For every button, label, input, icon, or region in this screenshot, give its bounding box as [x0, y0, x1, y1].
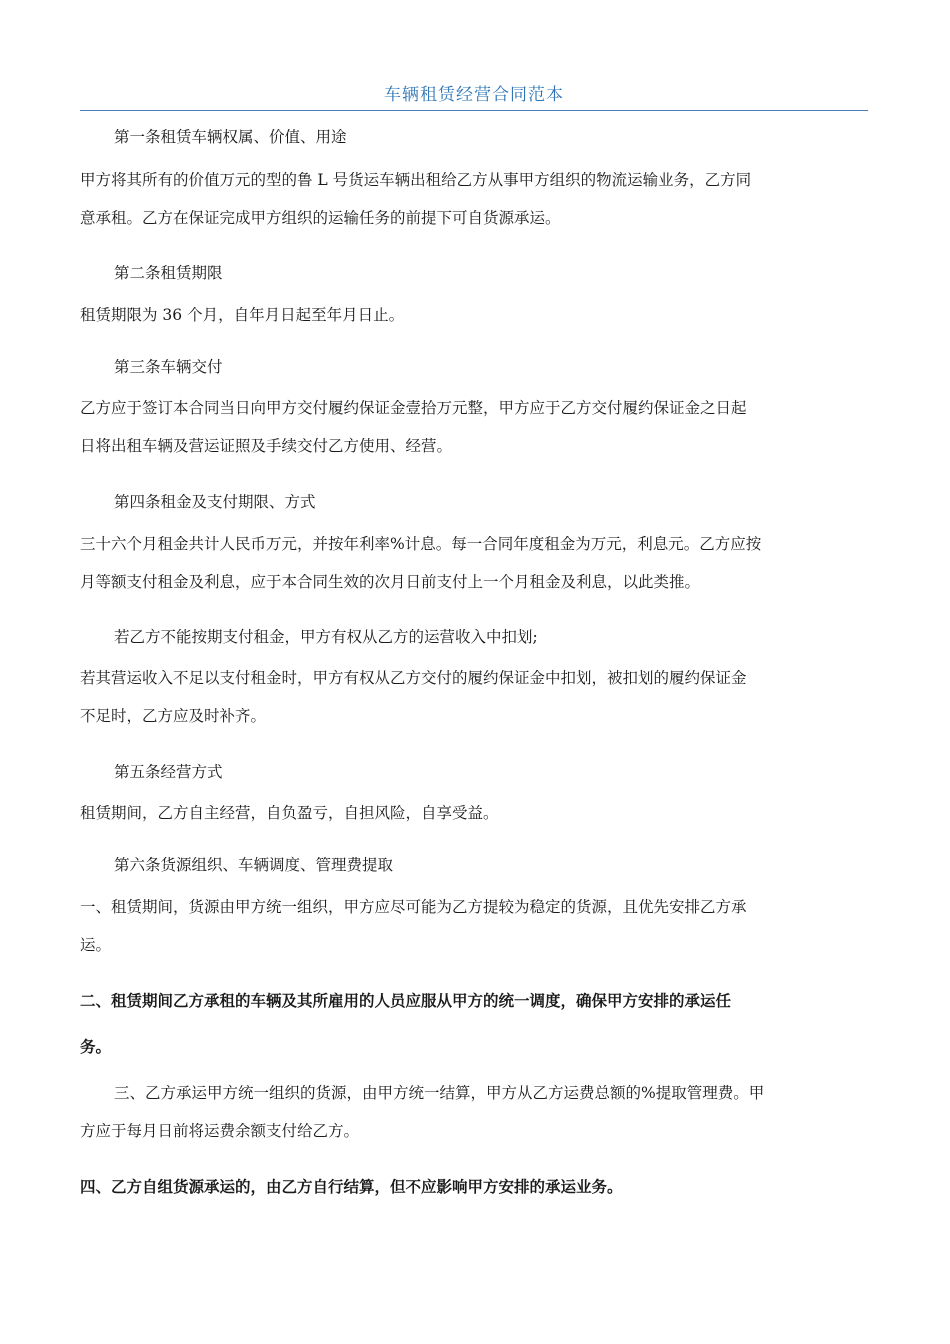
article-1-heading: 第一条租赁车辆权属、价值、用途: [114, 128, 347, 146]
text-line: 三十六个月租金共计人民币万元，并按年利率%计息。每一合同年度租金为万元，利息元。乙方应按: [80, 535, 762, 553]
text-line: 不足时，乙方应及时补齐。: [80, 707, 267, 725]
article-4-clause-cont: [80, 659, 870, 735]
text-line: 若其营运收入不足以支付租金时，甲方有权从乙方交付的履约保证金中扣划，被扣划的履约保证金: [80, 669, 747, 687]
page-header: [80, 80, 868, 111]
document-title: 车辆租赁经营合同范本: [384, 85, 564, 105]
article-5-body: 租赁期间，乙方自主经营，自负盈亏，自担风险，自享受益。: [80, 804, 499, 822]
article-4-clause: 若乙方不能按期支付租金，甲方有权从乙方的运营收入中扣划;: [114, 628, 538, 646]
text-line: 乙方应于签订本合同当日向甲方交付履约保证金壹拾万元整，甲方应于乙方交付履约保证金之日起: [80, 399, 747, 417]
text-line: 二、租赁期间乙方承租的车辆及其所雇用的人员应服从甲方的统一调度，确保甲方安排的承运任: [80, 991, 732, 1010]
article-4-heading: 第四条租金及支付期限、方式: [114, 493, 316, 511]
article-1-body: [80, 161, 870, 237]
text-line: 甲方将其所有的价值万元的型的鲁 L 号货运车辆出租给乙方从事甲方组织的物流运输业务，乙方同: [80, 171, 752, 189]
article-3-heading: 第三条车辆交付: [114, 358, 223, 376]
text-line: 三、乙方承运甲方统一组织的货源，由甲方统一结算，甲方从乙方运费总额的%提取管理费。甲: [114, 1084, 765, 1102]
article-6-clause-2: [80, 978, 870, 1070]
article-5-heading: 第五条经营方式: [114, 763, 223, 781]
text-line: 日将出租车辆及营运证照及手续交付乙方使用、经营。: [80, 437, 453, 455]
text-line: 一、租赁期间，货源由甲方统一组织，甲方应尽可能为乙方提较为稳定的货源，且优先安排乙方承: [80, 898, 747, 916]
text-line: 务。: [80, 1037, 112, 1056]
article-6-clause-4: 四、乙方自组货源承运的，由乙方自行结算，但不应影响甲方安排的承运业务。: [80, 1177, 623, 1196]
article-2-body: 租赁期限为 36 个月，自年月日起至年月日止。: [80, 306, 405, 324]
text-line: 运。: [80, 936, 112, 954]
article-3-body: [80, 389, 870, 465]
text-line: 月等额支付租金及利息，应于本合同生效的次月日前支付上一个月租金及利息，以此类推。: [80, 573, 701, 591]
article-4-body: [80, 525, 870, 601]
article-2-heading: 第二条租赁期限: [114, 264, 223, 282]
article-6-clause-3: [80, 1074, 870, 1150]
text-line: 意承租。乙方在保证完成甲方组织的运输任务的前提下可自货源承运。: [80, 209, 561, 227]
article-6-heading: 第六条货源组织、车辆调度、管理费提取: [114, 856, 394, 874]
text-line: 方应于每月日前将运费余额支付给乙方。: [80, 1122, 360, 1140]
article-6-clause-1: [80, 888, 870, 964]
